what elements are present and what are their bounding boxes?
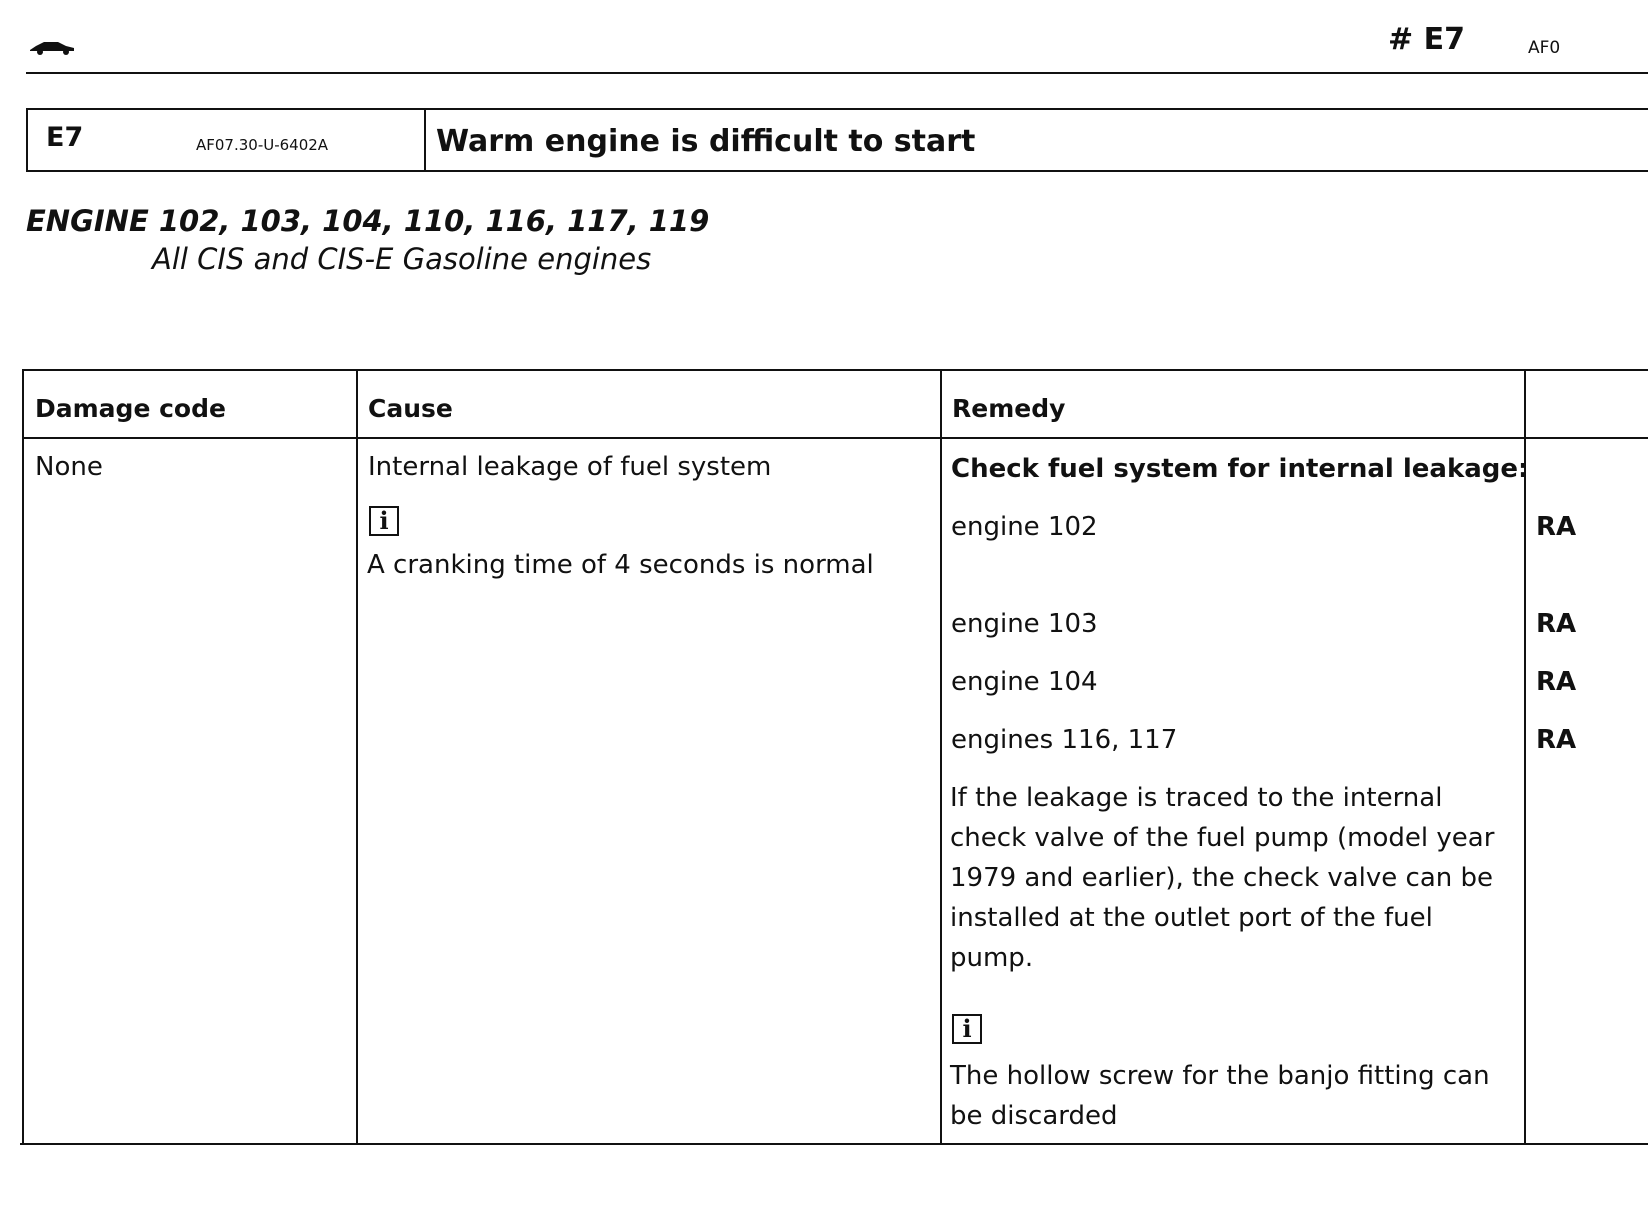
remedy-engine-104-ref: RA xyxy=(1536,667,1577,697)
engine-subheading: All CIS and CIS-E Gasoline engines xyxy=(152,242,652,276)
remedy-intro: Check fuel system for internal leakage: xyxy=(951,454,1529,484)
column-divider-2 xyxy=(940,369,942,1145)
cause-note: A cranking time of 4 seconds is normal xyxy=(367,550,874,580)
title-code: E7 xyxy=(46,122,84,153)
header-remedy: Remedy xyxy=(952,394,1066,423)
damage-code-value: None xyxy=(35,452,103,482)
remedy-engine-103: engine 103 xyxy=(951,609,1098,639)
info-icon: i xyxy=(952,1014,982,1044)
car-icon xyxy=(28,36,76,56)
column-divider-3 xyxy=(1524,369,1526,1145)
remedy-engine-102: engine 102 xyxy=(951,512,1098,542)
cause-text: Internal leakage of fuel system xyxy=(368,452,772,482)
title-ref: AF07.30-U-6402A xyxy=(196,136,329,154)
remedy-engines-116-117-ref: RA xyxy=(1536,725,1577,755)
remedy-engine-103-ref: RA xyxy=(1536,609,1577,639)
remedy-paragraph: If the leakage is traced to the internal check valve of the fuel pump (model year 1979 and earlier), the check valve can be installed at the outlet port of the fuel pump. xyxy=(950,783,1495,973)
remedy-note: The hollow screw for the banjo fitting can be discarded xyxy=(950,1061,1490,1131)
header-cause: Cause xyxy=(368,394,453,423)
header-ref: AF0 xyxy=(1528,38,1561,58)
table-header-divider xyxy=(24,437,1648,439)
table-top-border xyxy=(24,369,1648,371)
info-icon: i xyxy=(369,506,399,536)
remedy-engine-104: engine 104 xyxy=(951,667,1098,697)
engine-heading: ENGINE 102, 103, 104, 110, 116, 117, 119 xyxy=(26,204,710,238)
remedy-engines-116-117: engines 116, 117 xyxy=(951,725,1178,755)
table-left-border xyxy=(22,369,24,1145)
header-damage-code: Damage code xyxy=(35,394,226,423)
title-divider xyxy=(424,108,426,172)
column-divider-1 xyxy=(356,369,358,1145)
table-bottom-border xyxy=(20,1143,1648,1145)
page-title: Warm engine is difficult to start xyxy=(436,124,976,159)
remedy-engine-102-ref: RA xyxy=(1536,512,1577,542)
header-rule xyxy=(26,72,1648,74)
header-code: # E7 xyxy=(1388,22,1465,57)
